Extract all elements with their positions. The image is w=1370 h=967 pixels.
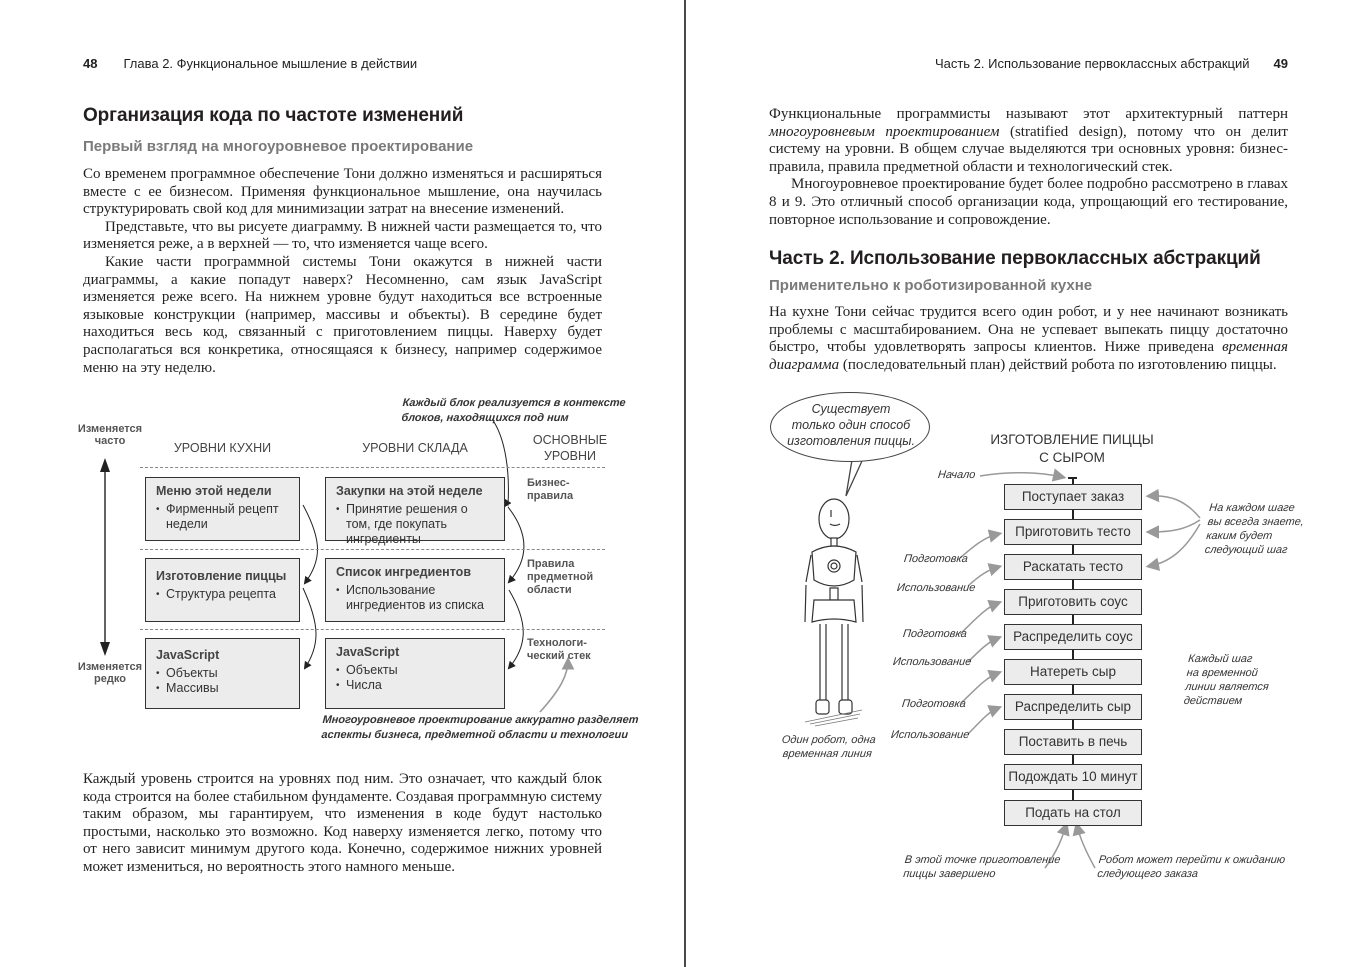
paragraph: На кухне Тони сейчас трудится всего один робот, и у нее начинают возникать проблемы с масштабированием. Она не успевает выпекать пиццу достаточно быстро, чтобы удовлетворять запросы клиентов. Ниже приведена временная диаграмма (последовательный план) действий робота по изготовлению пиццы.: [769, 304, 1288, 373]
robot-illustration: [805, 499, 863, 726]
block-kitchen-tech: JavaScript • Объекты • Массивы: [145, 638, 300, 709]
robot-caption: Один робот, одна временная линия: [781, 734, 877, 760]
prep-label: Подготовка: [902, 628, 968, 640]
page-number: 48: [83, 56, 98, 71]
closing-text: [83, 771, 602, 877]
timeline-start-cap: [1068, 477, 1077, 479]
prep-label: Подготовка: [903, 553, 969, 565]
bottom-note: Многоуровневое проектирование аккуратно разделяет аспекты бизнеса, предметной области и технологии: [321, 714, 639, 741]
level-divider: [140, 549, 605, 550]
use-label: Использование: [896, 582, 976, 594]
next-step-note: На каждом шаге вы всегда знаете, каким будет следующий шаг: [1204, 502, 1305, 556]
paragraph: Представьте, что вы рисуете диаграмму. В нижней части размещается то, что изменяется реже, а в верхней — то, что изменяется чаще всего.: [83, 218, 602, 253]
level-label-business: Бизнес- правила: [527, 477, 574, 502]
timeline-step: Подать на стол: [1004, 800, 1142, 826]
running-head-right: [935, 56, 1288, 71]
column-header-core: ОСНОВНЫЕ УРОВНИ: [532, 433, 608, 463]
level-label-tech: Технологи- ческий стек: [527, 637, 591, 662]
use-label: Использование: [892, 656, 972, 668]
paragraph: Многоуровневое проектирование будет более подробно рассмотрено в главах 8 и 9. Это отличный способ организации кода, упрощающий его тестирование, повторное использование и сопровождение.: [769, 176, 1288, 228]
timeline-step: Натереть сыр: [1004, 659, 1142, 685]
subsection-title-right: Применительно к роботизированной кухне: [769, 277, 1093, 294]
term-emphasis: многоуровневым проектированием: [769, 123, 1000, 140]
subsection-title: Первый взгляд на многоуровневое проектирование: [83, 138, 474, 155]
top-note: Каждый блок реализуется в контексте блоков, находящихся под ним: [401, 397, 626, 424]
action-note: Каждый шаг на временной линии является действием: [1183, 653, 1270, 707]
axis-label-rarely: Изменяется редко: [77, 661, 143, 685]
timeline-step: Приготовить соус: [1004, 589, 1142, 615]
term-emphasis: временная диаграмма: [769, 339, 1288, 373]
block-warehouse-tech: JavaScript • Объекты • Числа: [325, 638, 505, 709]
block-kitchen-business: Меню этой недели • Фирменный рецепт недели: [145, 477, 300, 541]
section-title: Организация кода по частоте изменений: [83, 105, 464, 126]
timeline-title: ИЗГОТОВЛЕНИЕ ПИЦЦЫ С СЫРОМ: [990, 432, 1154, 465]
left-page: [0, 0, 684, 967]
block-kitchen-domain: Изготовление пиццы • Структура рецепта: [145, 558, 300, 622]
column-header-kitchen: УРОВНИ КУХНИ: [173, 441, 272, 455]
block-warehouse-business: Закупки на этой неделе • Принятие решения о том, где покупать ингредиенты: [325, 477, 505, 541]
end-note-complete: В этой точке приготовление пиццы завершено: [902, 854, 1062, 880]
chapter-title: Глава 2. Функциональное мышление в действии: [123, 56, 418, 71]
timeline-step: Приготовить тесто: [1004, 519, 1142, 545]
timeline-step: Поставить в печь: [1004, 729, 1142, 755]
end-note-next-order: Робот может перейти к ожиданию следующего заказа: [1096, 854, 1286, 880]
section-title-right: Часть 2. Использование первоклассных абстракций: [769, 248, 1261, 269]
prep-label: Подготовка: [901, 698, 967, 710]
start-label: Начало: [937, 469, 976, 481]
paragraph: Функциональные программисты называют этот архитектурный паттерн многоуровневым проектированием (stratified design), потому что он делит систему на уровни. В общем случае выделяются три основных уровня: бизнес-правила, правила предметной области и технологический стек.: [769, 106, 1288, 175]
block-warehouse-domain: Список ингредиентов • Использование ингредиентов из списка: [325, 558, 505, 622]
timeline-step: Распределить соус: [1004, 624, 1142, 650]
column-header-warehouse: УРОВНИ СКЛАДА: [362, 441, 468, 455]
axis-label-often: Изменяется часто: [77, 423, 143, 447]
page-number: 49: [1273, 56, 1288, 71]
paragraph: Каждый уровень строится на уровнях под ним. Это означает, что каждый блок кода строится на более стабильном фундаменте. Создавая программную систему таким образом, мы гарантируем, что изменения в коде будут настолько простыми, насколько это возможно. Код наверху изменяется легко, потому что от него зависит минимум другого кода. Конечно, содержимое нижних уровней может измениться, но вероятность этого намного меньше.: [83, 771, 602, 875]
kitchen-text: [769, 304, 1288, 374]
book-spine: [684, 0, 686, 967]
timeline-step: Распределить сыр: [1004, 694, 1142, 720]
timeline-step: Раскатать тесто: [1004, 554, 1142, 580]
speech-bubble-text: Существует только один способ изготовления пиццы.: [787, 402, 915, 448]
use-label: Использование: [890, 729, 970, 741]
level-divider: [140, 467, 605, 468]
level-divider: [140, 629, 605, 630]
paragraph: Со временем программное обеспечение Тони должно изменяться и расширяться вместе с ее бизнесом. Применяя функциональное мышление, она научилась структурировать свой код для минимизации затрат на внесение изменений.: [83, 166, 602, 218]
level-label-domain: Правила предметной области: [527, 558, 594, 596]
paragraph: Какие части программной системы Тони окажутся в нижней части диаграммы, а какие попадут наверх? Несомненно, сам язык JavaScript изменяется реже всего. На нижнем уровне будут находиться все встроенные языковые конструкции (например, массивы и объекты). В середине будет находиться весь код, связанный с приготовлением пиццы. Наверху будет располагаться вся конкретика, относящаяся к бизнесу, например содержимое меню на эту неделю.: [83, 253, 602, 376]
intro-text-right: [769, 106, 1288, 229]
part-title: Часть 2. Использование первоклассных абстракций: [934, 56, 1250, 71]
timeline-step: Поступает заказ: [1004, 484, 1142, 510]
timeline-step: Подождать 10 минут: [1004, 764, 1142, 790]
